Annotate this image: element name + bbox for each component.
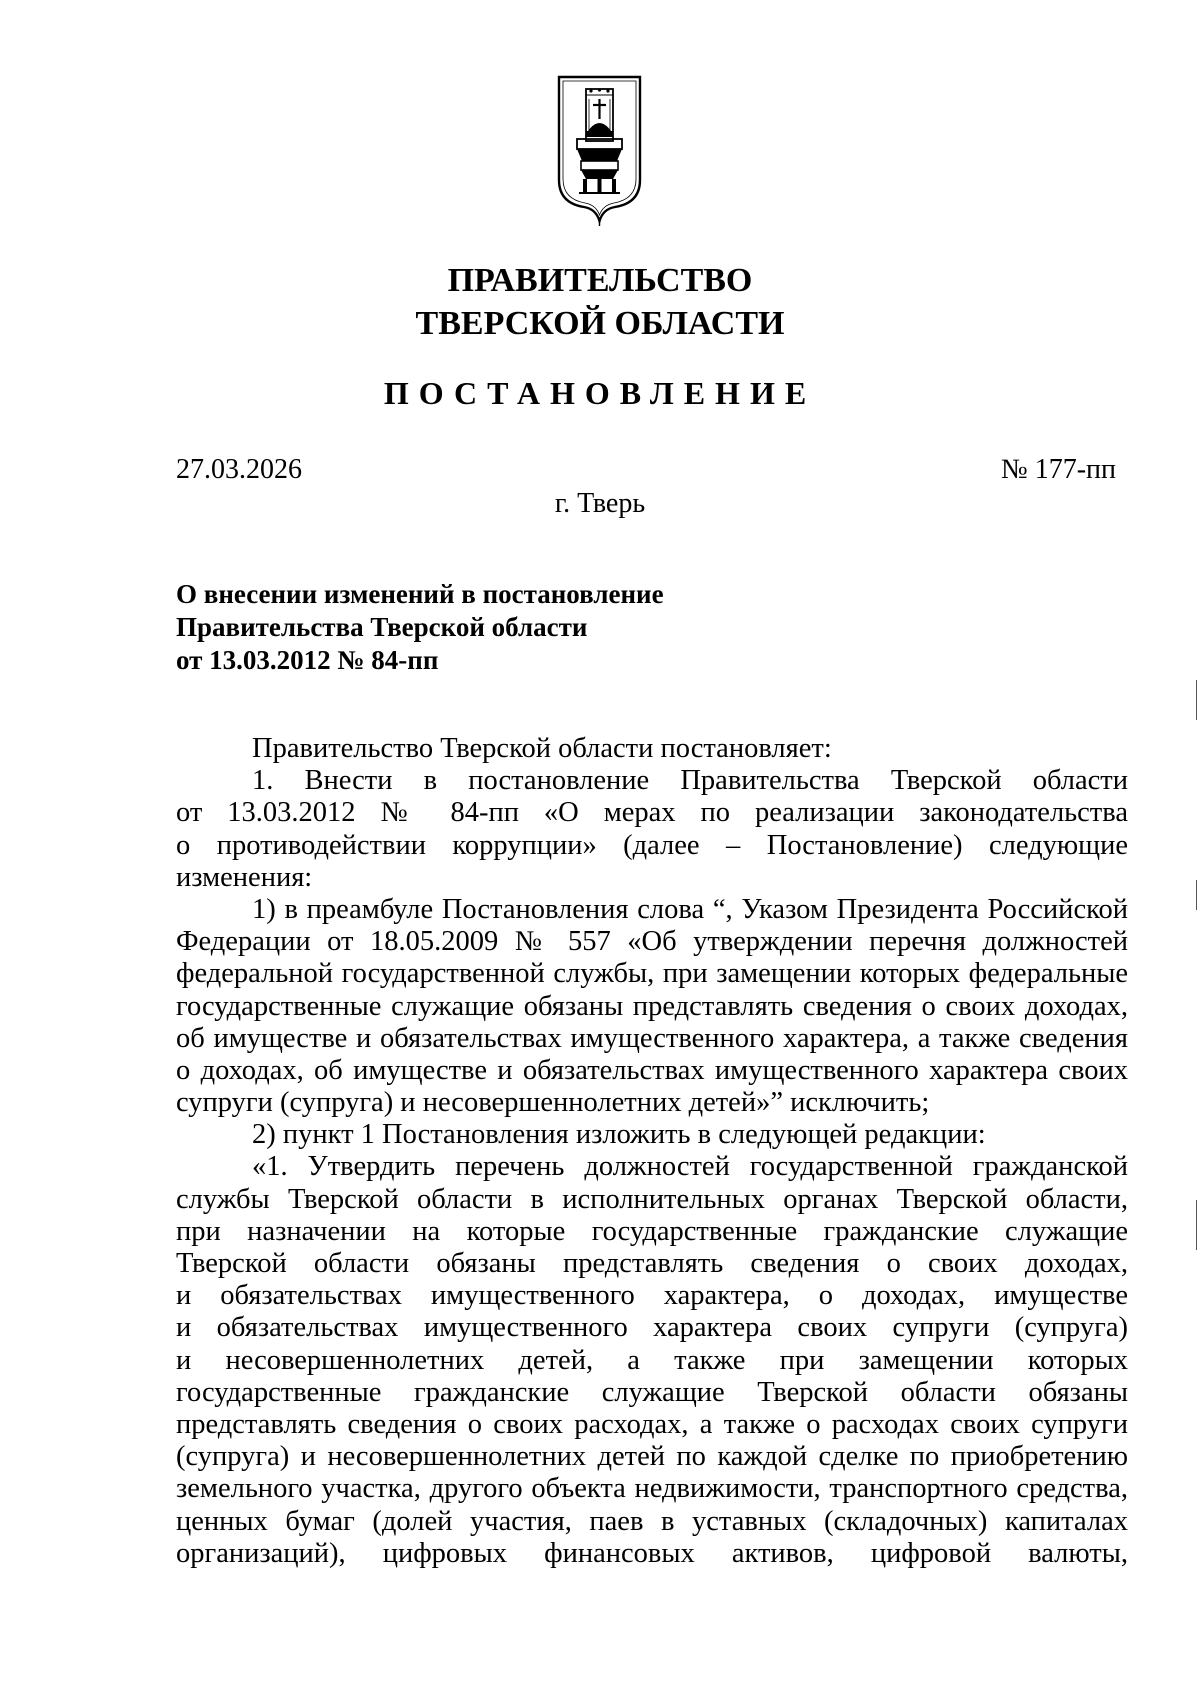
body-line: государственные служащие обязаны представлять сведения о своих доходах, (176, 990, 1128, 1022)
document-date: 27.03.2026 (176, 454, 302, 485)
body-line: 1. Внести в постановление Правительства Тверской области (252, 765, 1128, 797)
body-line: службы Тверской области в исполнительных органах Тверской области, (176, 1183, 1128, 1215)
body-line: супруги (супруга) и несовершеннолетних детей»” исключить; (176, 1087, 930, 1119)
body-line: изменения: (176, 861, 313, 893)
scan-edge-mark (1196, 880, 1197, 910)
government-title-line2: ТВЕРСКОЙ ОБЛАСТИ (415, 305, 785, 342)
body-line: федеральной государственной службы, при замещении которых федеральные (176, 958, 1128, 990)
body-line: организаций), цифровых финансовых активов, цифровой валюты, (176, 1537, 1128, 1569)
document-subject (176, 578, 664, 677)
tver-coat-of-arms-icon (553, 75, 646, 228)
scan-edge-mark (1196, 680, 1197, 720)
body-line: ценных бумаг (долей участия, паев в уставных (складочных) капиталах (176, 1505, 1128, 1537)
document-type-heading: ПОСТАНОВЛЕНИЕ (383, 375, 817, 411)
body-line: 2) пункт 1 Постановления изложить в следующей редакции: (252, 1119, 986, 1151)
body-line: об имуществе и обязательствах имущественного характера, а также сведения (176, 1022, 1128, 1054)
body-line: 1) в преамбуле Постановления слова “, Указом Президента Российской (252, 893, 1128, 925)
body-line: Тверской области обязаны представлять сведения о своих доходах, (176, 1248, 1128, 1279)
document-city: г. Тверь (554, 488, 646, 519)
subject-line: О внесении изменений в постановление (176, 579, 664, 609)
document-number: № 177-пп (1000, 454, 1116, 485)
scan-edge-mark (1196, 1200, 1197, 1250)
body-line: и несовершеннолетних детей, а также при замещении которых (176, 1344, 1128, 1376)
body-line: Правительство Тверской области постановляет: (252, 733, 832, 764)
body-line: (супруга) и несовершеннолетних детей по каждой сделке по приобретению (176, 1441, 1128, 1473)
body-line: о противодействии коррупции» (далее – Постановление) следующие (176, 829, 1128, 861)
subject-line: от 13.03.2012 № 84-пп (176, 645, 439, 675)
body-line: от 13.03.2012 № 84-пп «О мерах по реализации законодательства (176, 797, 1128, 829)
body-line: представлять сведения о своих расходах, а также о расходах своих супруги (176, 1408, 1128, 1440)
body-line: земельного участка, другого объекта недвижимости, транспортного средства, (176, 1473, 1128, 1505)
document-body (176, 733, 1128, 1570)
government-title-line1: ПРАВИТЕЛЬСТВО (447, 262, 753, 299)
body-line: о доходах, об имуществе и обязательствах имущественного характера своих (176, 1054, 1128, 1086)
body-line: государственные гражданские служащие Тверской области обязаны (176, 1376, 1128, 1408)
body-line: и обязательствах имущественного характера своих супруги (супруга) (176, 1312, 1128, 1344)
body-line: и обязательствах имущественного характера, о доходах, имуществе (176, 1280, 1128, 1312)
body-line: «1. Утвердить перечень должностей государственной гражданской (252, 1151, 1128, 1183)
subject-line: Правительства Тверской области (176, 612, 588, 642)
body-line: Федерации от 18.05.2009 № 557 «Об утверждении перечня должностей (176, 926, 1128, 958)
body-line: при назначении на которые государственные гражданские служащие (176, 1215, 1128, 1247)
